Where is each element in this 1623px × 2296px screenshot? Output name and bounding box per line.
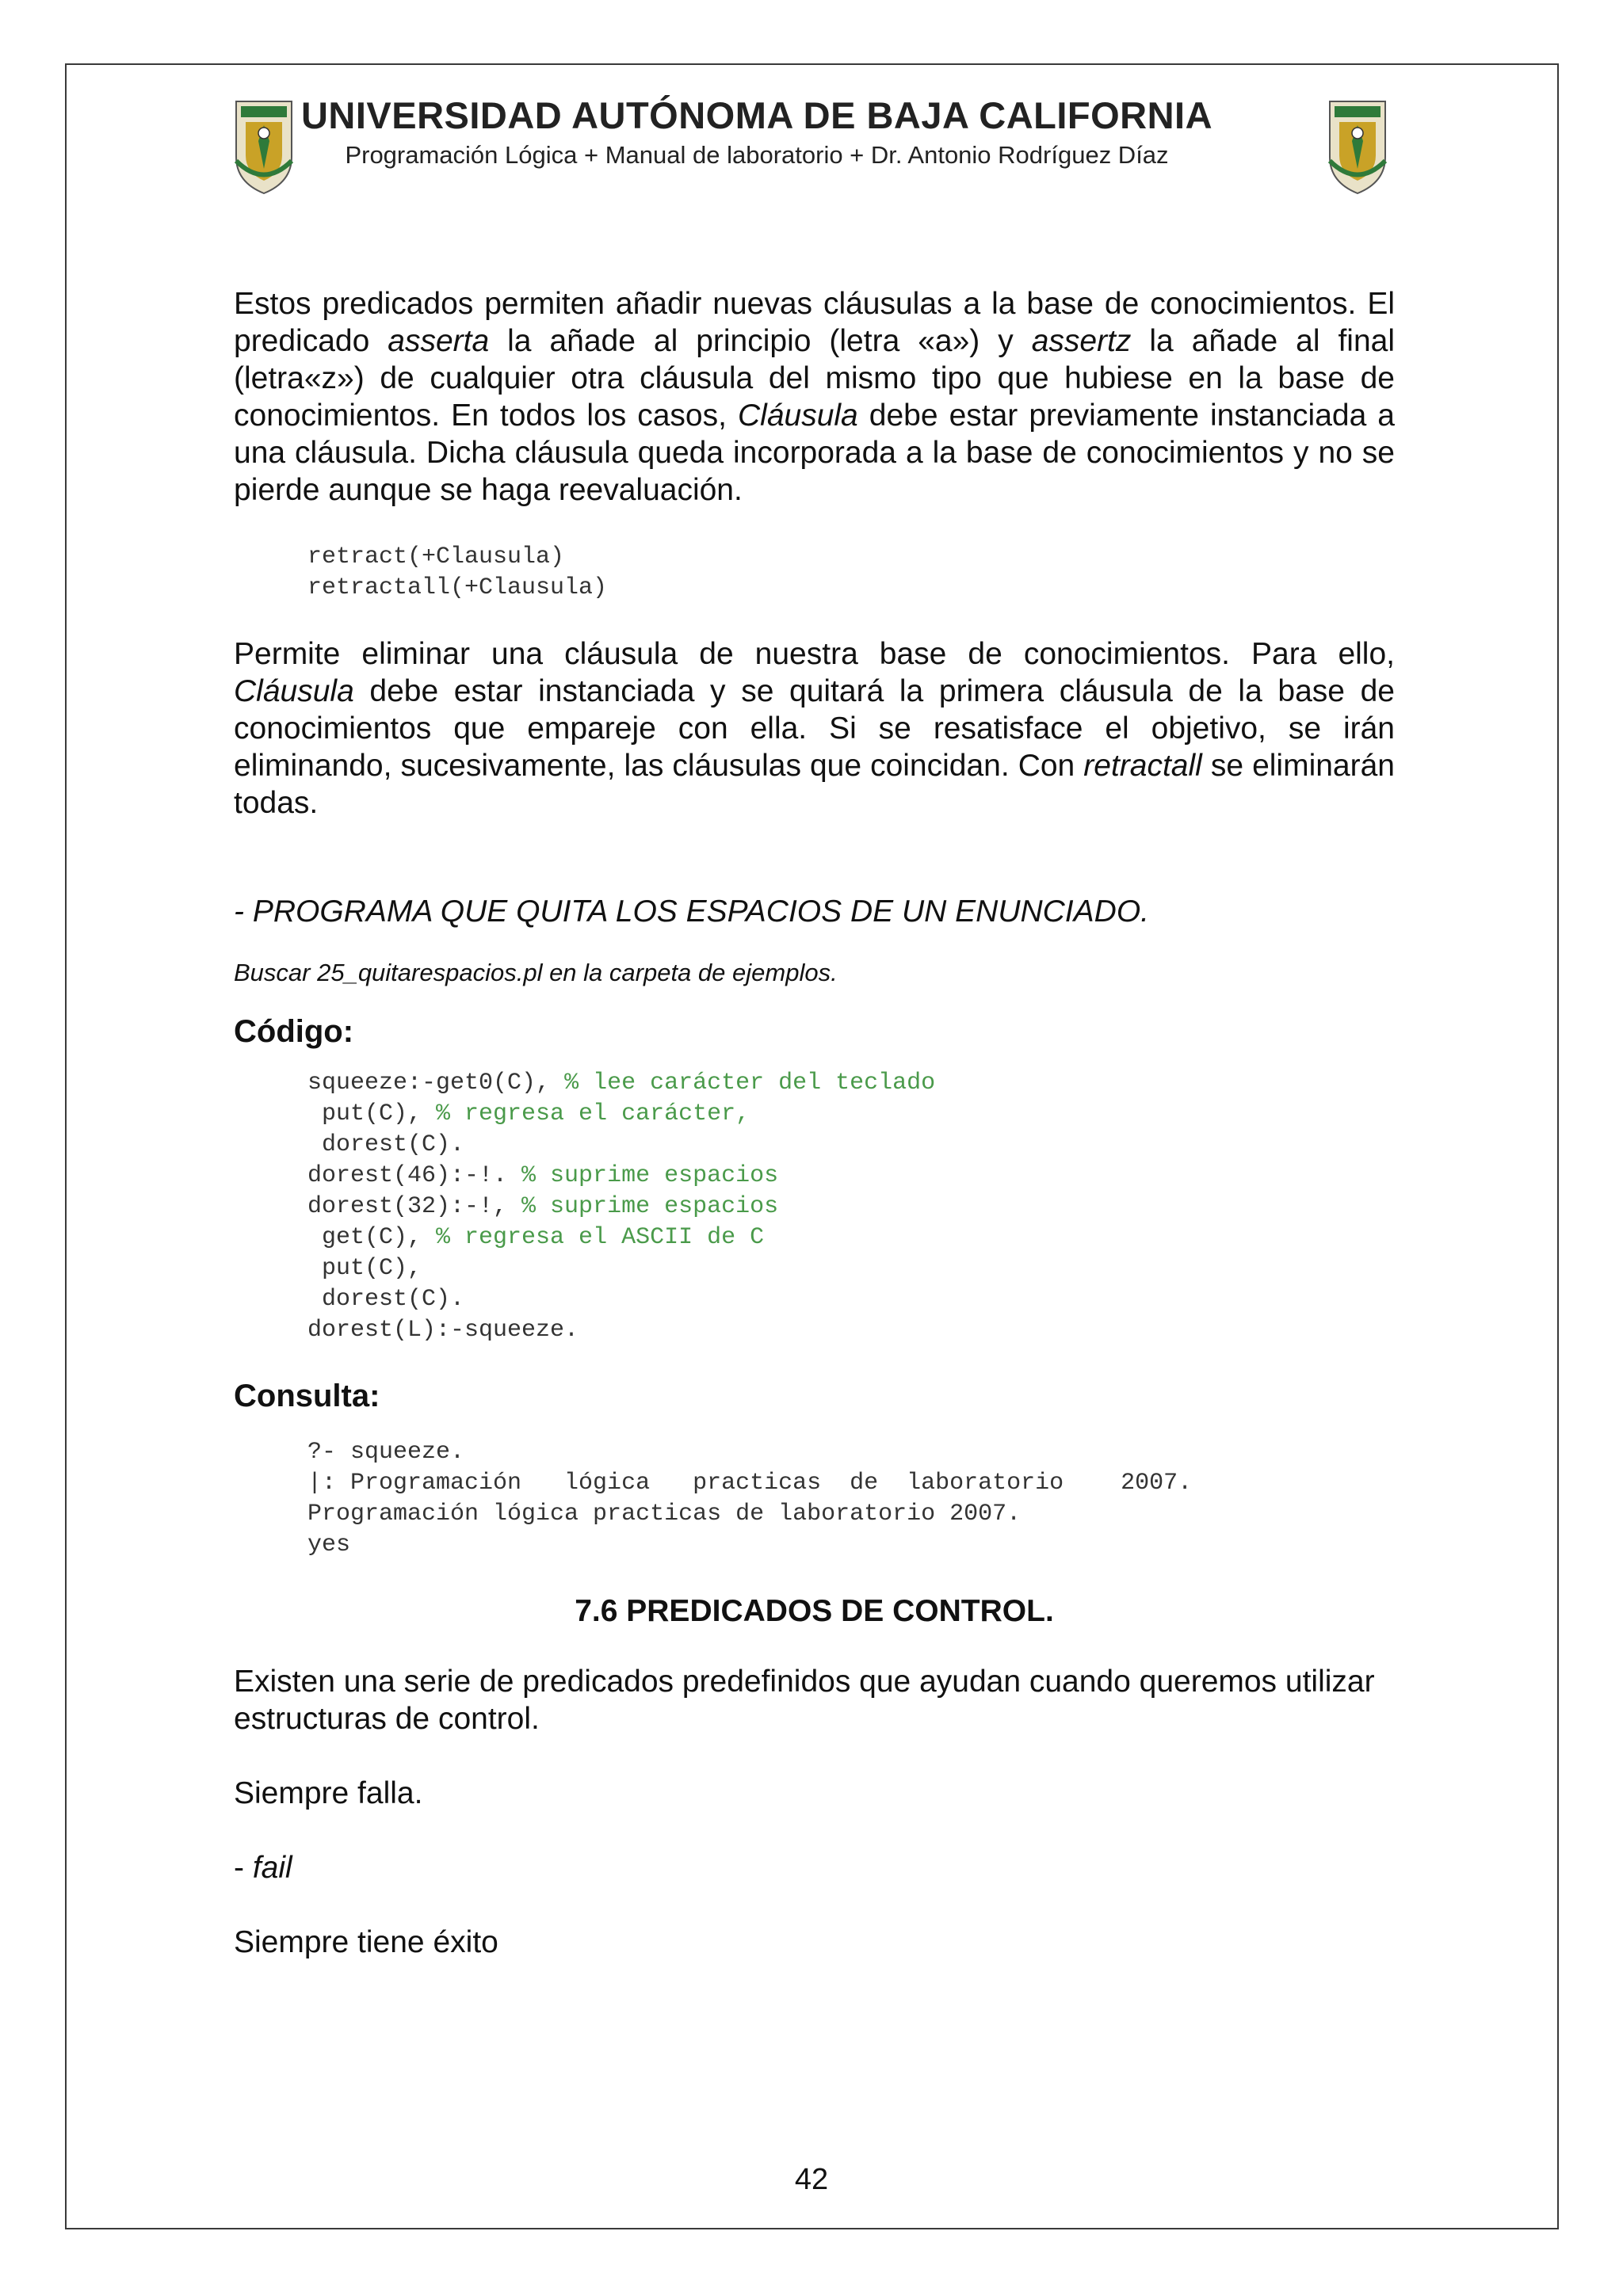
codigo-label: Código: xyxy=(234,1014,354,1049)
italic-term: retractall xyxy=(1083,749,1202,783)
code-text: dorest(46):-!. xyxy=(307,1162,522,1189)
code-line xyxy=(307,1315,1395,1346)
university-crest-icon xyxy=(1323,93,1392,196)
code-text: put(C), xyxy=(307,1255,422,1282)
code-text: dorest(32):-!, xyxy=(307,1193,522,1220)
text-span: - xyxy=(234,1851,253,1885)
text-span: la añade al principio (letra «a») y xyxy=(489,324,1032,358)
text-span: Permite eliminar una cláusula de nuestra base de conocimientos. Para ello, xyxy=(234,637,1395,671)
section-title: 7.6 PREDICADOS DE CONTROL. xyxy=(575,1594,1054,1628)
text-siempre-falla: Siempre falla. xyxy=(234,1776,423,1810)
italic-term: Cláusula xyxy=(737,399,858,433)
text-span: debe estar previamente instanciada a una cláusula. Dicha cláusula queda incorporada a la base de conocimientos y no se pierde aunque se haga reevaluación. xyxy=(234,399,1395,507)
code-line xyxy=(307,1161,1395,1192)
page-header xyxy=(234,93,1280,171)
paragraph-control: Existen una serie de predicados predefinidos que ayudan cuando queremos utilizar estructuras de control. xyxy=(234,1665,1375,1736)
university-name: UNIVERSIDAD AUTÓNOMA DE BAJA CALIFORNIA xyxy=(300,94,1213,136)
code-line: Programación lógica practicas de laboratorio 2007. xyxy=(307,1501,1022,1527)
code-comment: % suprime espacios xyxy=(521,1193,779,1220)
code-text: dorest(L):-squeeze. xyxy=(307,1317,579,1344)
italic-term: asserta xyxy=(388,324,490,358)
code-text: put(C), xyxy=(307,1100,437,1127)
paragraph-assert xyxy=(234,285,1395,509)
code-text: squeeze:-get0(C), xyxy=(307,1070,565,1097)
paragraph-retract xyxy=(234,635,1395,822)
consulta-label: Consulta: xyxy=(234,1379,380,1413)
code-line xyxy=(307,1192,1395,1222)
text-siempre-exito: Siempre tiene éxito xyxy=(234,1925,498,1959)
code-line: yes xyxy=(307,1531,351,1558)
code-line: |: Programación lógica practicas de laboratorio 2007. xyxy=(307,1470,1193,1497)
code-line xyxy=(307,1222,1395,1253)
italic-term: Cláusula xyxy=(234,674,354,708)
code-line xyxy=(307,1068,1395,1099)
page-number: 42 xyxy=(794,2163,829,2196)
program-note: Buscar 25_quitarespacios.pl en la carpeta de ejemplos. xyxy=(234,959,838,986)
code-line: retract(+Clausula) xyxy=(307,543,565,570)
code-line xyxy=(307,1099,1395,1130)
page-content xyxy=(234,285,1395,1961)
code-block-consulta xyxy=(307,1437,1395,1561)
code-text: get(C), xyxy=(307,1224,437,1251)
italic-term: assertz xyxy=(1031,324,1132,358)
code-line: ?- squeeze. xyxy=(307,1439,465,1466)
italic-term: fail xyxy=(252,1851,292,1885)
text-span: la añade al final (letra«z») de cualquier otra cláusula del mismo tipo que hubiese en la base de conocimientos. En todos los casos, xyxy=(234,324,1395,433)
code-text: dorest(C). xyxy=(307,1286,465,1313)
code-comment: % suprime espacios xyxy=(521,1162,779,1189)
code-text: dorest(C). xyxy=(307,1131,465,1158)
text-span: debe estar instanciada y se quitará la primera cláusula de la base de conocimientos que empareje con ella. Si se resatisface el objetivo, se irán eliminando, sucesivamente, las cláusulas que coincidan. Con xyxy=(234,674,1395,783)
code-line xyxy=(307,1130,1395,1161)
text-span: Estos predicados permiten añadir nuevas cláusulas a la base de conocimientos. El predicado xyxy=(234,287,1395,358)
text-span: se eliminarán todas. xyxy=(234,749,1395,820)
code-line xyxy=(307,1284,1395,1315)
code-block-squeeze xyxy=(307,1068,1395,1346)
header-subtitle: Programación Lógica + Manual de laboratorio + Dr. Antonio Rodríguez Díaz xyxy=(345,141,1169,169)
code-comment: % regresa el carácter, xyxy=(436,1100,750,1127)
code-block-retract xyxy=(307,542,1395,604)
code-line xyxy=(307,1253,1395,1284)
code-comment: % lee carácter del teclado xyxy=(564,1070,936,1097)
program-heading: - PROGRAMA QUE QUITA LOS ESPACIOS DE UN ENUNCIADO. xyxy=(234,894,1149,929)
text-fail xyxy=(234,1849,1395,1886)
code-comment: % regresa el ASCII de C xyxy=(436,1224,765,1251)
code-line: retractall(+Clausula) xyxy=(307,574,608,601)
